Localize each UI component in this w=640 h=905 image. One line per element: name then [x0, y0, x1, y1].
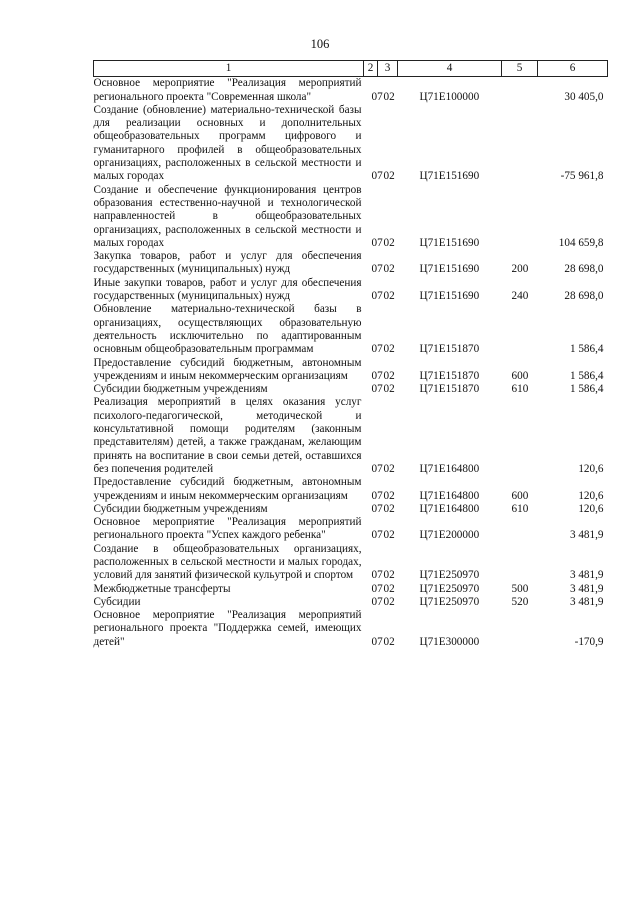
- item-name: Обновление материально-технической базы в организациях, осуществляющих образовательную деятельность исключительно по адаптированным основным общеобразовательным программам: [93, 303, 362, 356]
- target-article-code: Ц71E300000: [419, 635, 480, 648]
- subsection-code: 02: [383, 462, 395, 475]
- expense-type-code: 520: [511, 595, 529, 608]
- target-article-code: Ц71E100000: [419, 90, 480, 103]
- expense-type-code: [502, 396, 538, 476]
- expense-type-code: [502, 609, 538, 649]
- table-row: [94, 277, 608, 304]
- header-col-4: 4: [398, 61, 502, 77]
- page-number: 106: [310, 37, 330, 51]
- table-row: [94, 596, 608, 609]
- amount: 28 698,0: [564, 263, 604, 276]
- expense-type-code: [502, 104, 538, 184]
- section-code: 07: [371, 502, 383, 515]
- item-name: Межбюджетные трансферты: [93, 582, 231, 595]
- table-row: [94, 383, 608, 396]
- amount: 1 586,4: [569, 343, 604, 356]
- amount: 1 586,4: [569, 383, 604, 396]
- item-name: Иные закупки товаров, работ и услуг для обеспечения государственных (муниципальных) нужд: [93, 276, 362, 303]
- table-row: [94, 476, 608, 503]
- item-name: Основное мероприятие "Реализация мероприятий регионального проекта "Поддержка семей, имеющих детей": [93, 609, 362, 648]
- header-col-6: 6: [538, 61, 608, 77]
- item-name: Субсидии бюджетным учреждениям: [93, 502, 268, 515]
- table-row: [94, 77, 608, 104]
- target-article-code: Ц71E151690: [419, 290, 480, 303]
- section-code: 07: [371, 462, 383, 475]
- item-name: Предоставление субсидий бюджетным, автономным учреждениям и иным некоммерческим организациям: [93, 476, 362, 502]
- target-article-code: Ц71E250970: [419, 582, 480, 595]
- header-col-2: 2: [364, 61, 378, 77]
- section-code: 07: [371, 369, 383, 382]
- target-article-code: Ц71E250970: [419, 569, 480, 582]
- table-row: [94, 357, 608, 384]
- subsection-code: 02: [383, 369, 395, 382]
- target-article-code: Ц71E151870: [419, 369, 480, 382]
- expense-type-code: [502, 77, 538, 104]
- item-name: Создание (обновление) материально-технической базы для реализации основных и дополнительных общеобразовательных программ цифрового и гуманитарного профилей в общеобразовательных организациях, расположенных в сельской местности и малых городах: [93, 103, 362, 183]
- section-code: 07: [371, 582, 383, 595]
- section-code: 07: [371, 635, 383, 648]
- subsection-code: 02: [383, 529, 395, 542]
- amount: 3 481,9: [569, 582, 604, 595]
- table-row: [94, 104, 608, 184]
- amount: 3 481,9: [569, 529, 604, 542]
- section-code: 07: [371, 236, 383, 249]
- table-row: [94, 516, 608, 543]
- table-row: [94, 303, 608, 356]
- amount: 30 405,0: [564, 90, 604, 103]
- subsection-code: 02: [383, 263, 395, 276]
- table-row: [94, 503, 608, 516]
- expense-type-code: 240: [511, 290, 529, 303]
- amount: 104 659,8: [558, 236, 604, 249]
- amount: 3 481,9: [569, 569, 604, 582]
- table-row: [94, 396, 608, 476]
- expense-type-code: [502, 303, 538, 356]
- item-name: Создание и обеспечение функционирования центров образования естественно-научной и технологической направленностей в общеобразовательных организациях, расположенных в сельской местности и малых городах: [93, 183, 362, 249]
- section-code: 07: [371, 529, 383, 542]
- expense-type-code: 610: [511, 502, 529, 515]
- table-row: [94, 543, 608, 583]
- header-col-1: 1: [94, 61, 364, 77]
- table-row: [94, 184, 608, 250]
- target-article-code: Ц71E164800: [419, 462, 480, 475]
- subsection-code: 02: [383, 595, 395, 608]
- header-col-5: 5: [502, 61, 538, 77]
- table-row: [94, 583, 608, 596]
- subsection-code: 02: [383, 90, 395, 103]
- target-article-code: Ц71E151690: [419, 170, 480, 183]
- table-header-row: [94, 61, 608, 77]
- expense-type-code: 500: [511, 582, 529, 595]
- expense-type-code: 200: [511, 263, 529, 276]
- subsection-code: 02: [383, 502, 395, 515]
- target-article-code: Ц71E164800: [419, 489, 480, 502]
- item-name: Основное мероприятие "Реализация мероприятий регионального проекта "Успех каждого ребенка": [93, 516, 362, 542]
- subsection-code: 02: [383, 343, 395, 356]
- subsection-code: 02: [383, 383, 395, 396]
- subsection-code: 02: [383, 236, 395, 249]
- subsection-code: 02: [383, 290, 395, 303]
- section-code: 07: [371, 263, 383, 276]
- amount: -170,9: [574, 635, 604, 648]
- section-code: 07: [371, 343, 383, 356]
- target-article-code: Ц71E151690: [419, 263, 480, 276]
- amount: 28 698,0: [564, 290, 604, 303]
- section-code: 07: [371, 170, 383, 183]
- amount: 120,6: [578, 502, 604, 515]
- amount: -75 961,8: [560, 170, 604, 183]
- amount: 120,6: [578, 489, 604, 502]
- item-name: Предоставление субсидий бюджетным, автономным учреждениям и иным некоммерческим организациям: [93, 356, 362, 382]
- section-code: 07: [371, 569, 383, 582]
- table-row: [94, 609, 608, 649]
- subsection-code: 02: [383, 489, 395, 502]
- section-code: 07: [371, 595, 383, 608]
- budget-table: [93, 60, 608, 649]
- item-name: Субсидии: [93, 595, 141, 608]
- table-row: [94, 250, 608, 277]
- target-article-code: Ц71E151870: [419, 343, 480, 356]
- subsection-code: 02: [383, 170, 395, 183]
- item-name: Закупка товаров, работ и услуг для обеспечения государственных (муниципальных) нужд: [93, 250, 362, 276]
- amount: 3 481,9: [569, 595, 604, 608]
- section-code: 07: [371, 90, 383, 103]
- table-body: [94, 77, 608, 649]
- header-col-3: 3: [378, 61, 398, 77]
- item-name: Реализация мероприятий в целях оказания услуг психолого-педагогической, методической и консультативной помощи родителям (законным представителям) детей, а также гражданам, желающим принять на воспитание в свои семьи детей, оставшихся без попечения родителей: [93, 396, 362, 475]
- section-code: 07: [371, 290, 383, 303]
- target-article-code: Ц71E200000: [419, 529, 480, 542]
- expense-type-code: 600: [511, 489, 529, 502]
- item-name: Основное мероприятие "Реализация мероприятий регионального проекта "Современная школа": [93, 77, 362, 103]
- expense-type-code: [502, 516, 538, 543]
- amount: 120,6: [578, 462, 604, 475]
- section-code: 07: [371, 489, 383, 502]
- target-article-code: Ц71E151870: [419, 383, 480, 396]
- subsection-code: 02: [383, 582, 395, 595]
- expense-type-code: [502, 184, 538, 250]
- section-code: 07: [371, 383, 383, 396]
- subsection-code: 02: [383, 635, 395, 648]
- subsection-code: 02: [383, 569, 395, 582]
- expense-type-code: 610: [511, 383, 529, 396]
- expense-type-code: [502, 543, 538, 583]
- amount: 1 586,4: [569, 369, 604, 382]
- target-article-code: Ц71E164800: [419, 502, 480, 515]
- target-article-code: Ц71E151690: [419, 236, 480, 249]
- target-article-code: Ц71E250970: [419, 595, 480, 608]
- item-name: Субсидии бюджетным учреждениям: [93, 383, 268, 396]
- expense-type-code: 600: [511, 369, 529, 382]
- item-name: Создание в общеобразовательных организациях, расположенных в сельской местности и малых городах, условий для занятий физической кульутрой и спортом: [93, 542, 362, 582]
